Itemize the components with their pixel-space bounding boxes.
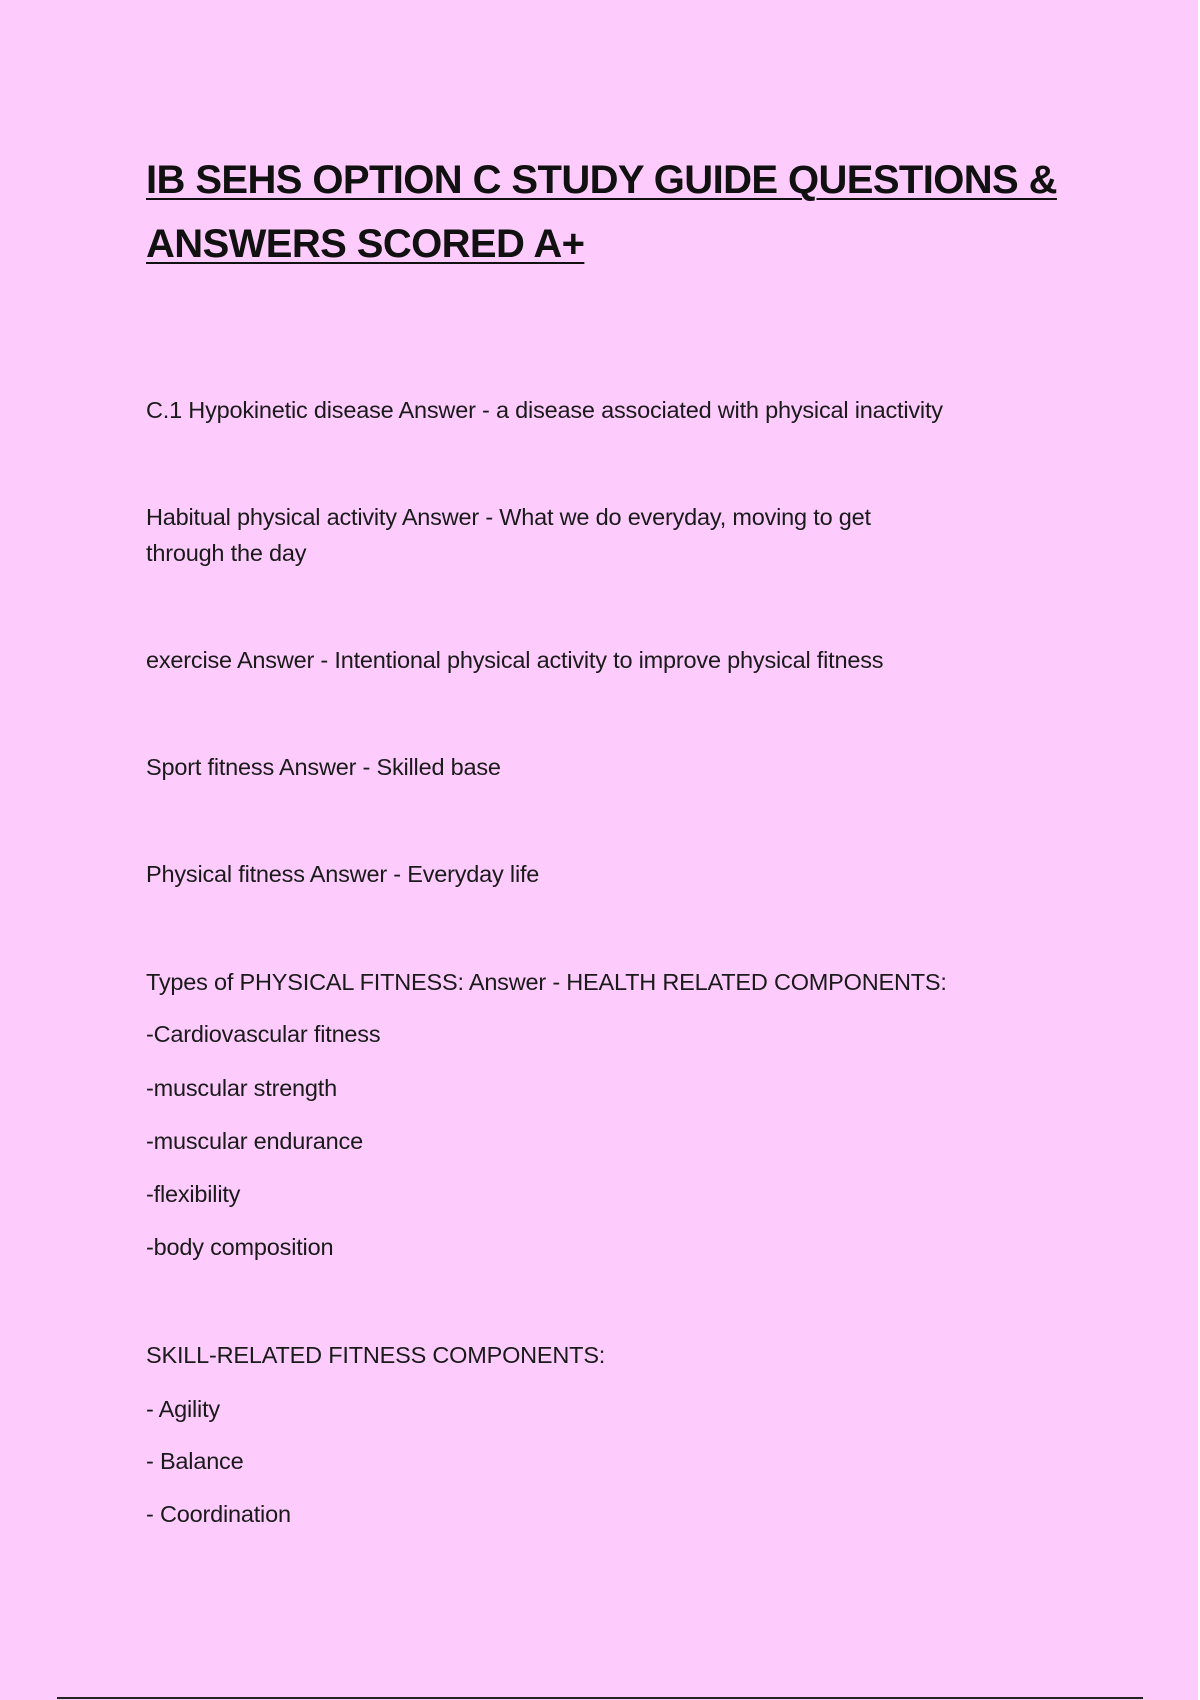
qa-exercise: exercise Answer - Intentional physical activity to improve physical fitness	[146, 647, 884, 673]
qa-habitual-activity-line-2: through the day	[146, 540, 307, 566]
list-item: - Coordination	[146, 1501, 291, 1527]
qa-habitual-activity-line-1: Habitual physical activity Answer - What we do everyday, moving to get	[146, 504, 871, 530]
skill-related-heading: SKILL-RELATED FITNESS COMPONENTS:	[146, 1342, 606, 1368]
list-item: -muscular endurance	[146, 1128, 363, 1154]
qa-physical-fitness: Physical fitness Answer - Everyday life	[146, 861, 540, 887]
document-title: IB SEHS OPTION C STUDY GUIDE QUESTIONS & ANSWERS SCORED A+	[146, 158, 1057, 266]
list-item: - Balance	[146, 1448, 244, 1474]
qa-sport-fitness: Sport fitness Answer - Skilled base	[146, 754, 501, 780]
footer-rule	[57, 1697, 1143, 1699]
list-item: - Agility	[146, 1396, 220, 1422]
qa-types-of-fitness: Types of PHYSICAL FITNESS: Answer - HEALTH RELATED COMPONENTS:	[146, 969, 947, 995]
list-item: -Cardiovascular fitness	[146, 1021, 381, 1047]
qa-hypokinetic-disease: C.1 Hypokinetic disease Answer - a disease associated with physical inactivity	[146, 397, 943, 423]
list-item: -body composition	[146, 1234, 334, 1260]
list-item: -muscular strength	[146, 1075, 337, 1101]
list-item: -flexibility	[146, 1181, 241, 1207]
